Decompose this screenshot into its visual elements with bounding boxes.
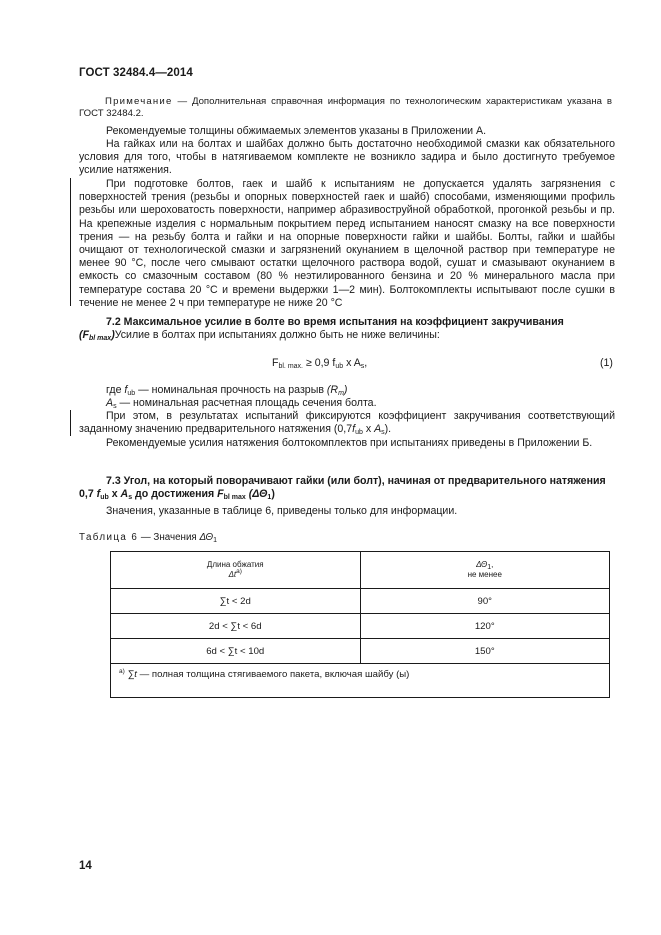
where-var-fub-sub: ub	[127, 390, 136, 397]
section-7-2-var	[79, 329, 115, 341]
section-7-2-title: 7.2 Максимальное усилие в болте во время испытания на коэффициент закручивания	[106, 316, 564, 328]
cell-length: 2d < ∑t < 6d	[111, 614, 361, 639]
caption-sub: 1	[213, 537, 218, 544]
cell-angle: 90°	[360, 589, 610, 614]
var-close: )	[111, 329, 115, 342]
title-var-fbl-sub: bl max	[223, 494, 246, 502]
where-line-2	[79, 397, 615, 410]
paragraph-lubrication: На гайках или на болтах и шайбах должно быть достаточно необходимой смазки как обязательного условия для того, чтобы в натягиваемом комплекте не возникло задира и было достигнуто требуемое усилие натяжения.	[79, 138, 615, 177]
title-var-f-sub: ub	[100, 494, 109, 502]
var-sub: bl max	[89, 335, 112, 343]
title-x: x	[108, 488, 121, 501]
section-7-3-title: 7.3 Угол, на который поворачивают гайки (или болт), начиная от предварительного натяжения 0,7	[79, 475, 606, 501]
results-x: x	[362, 423, 375, 436]
cell-angle: 150°	[360, 639, 610, 664]
formula-1	[272, 357, 367, 369]
table-header-row	[111, 552, 610, 589]
title-var-a: A	[120, 488, 129, 501]
cell-length: ∑t < 2d	[111, 589, 361, 614]
note-text: — Дополнительная справочная информация по технологическим характеристикам указана в ГОСТ 32484.2.	[79, 96, 612, 119]
where-var-as: A	[106, 397, 114, 409]
section-7-2-heading	[79, 316, 615, 343]
rm-sub: m	[338, 390, 344, 397]
table-caption	[79, 532, 217, 543]
where-text-1: — номинальная прочность на разрыв	[135, 384, 327, 396]
document-header: ГОСТ 32484.4—2014	[79, 67, 193, 79]
note	[79, 96, 612, 120]
where-var-as-sub: s	[113, 403, 117, 410]
caption-label: Таблица 6	[79, 532, 139, 543]
title-close: )	[271, 488, 275, 501]
results-var-a-sub: s	[381, 429, 385, 437]
where-var-fub: f	[124, 384, 128, 396]
table-6	[110, 551, 610, 698]
rm-open: (R	[326, 384, 339, 396]
page-number: 14	[79, 860, 92, 872]
table-row	[111, 614, 610, 639]
col1-line2: Δt	[228, 570, 237, 579]
where-var-rm	[327, 384, 348, 396]
cell-angle: 120°	[360, 614, 610, 639]
formula-lhs-sub: bl. max.	[278, 363, 303, 370]
paragraph-results	[79, 410, 615, 436]
col-header-angle	[360, 552, 610, 589]
col2-sub: 1	[487, 563, 492, 571]
results-text: При этом, в результатах испытаний фиксируются коэффициент закручивания соответствующий заданному значению предварительного натяжения (0,7	[79, 410, 615, 436]
where-text-2: — номинальная расчетная площадь сечения болта.	[116, 397, 377, 409]
section-7-3-heading	[79, 475, 615, 502]
where-prefix: где	[106, 384, 125, 396]
formula-x: x A	[343, 357, 361, 369]
var-open: (F	[79, 329, 89, 342]
results-var-a: A	[374, 423, 382, 436]
col1-sup: a)	[236, 568, 242, 575]
paragraph-recommend: Рекомендуемые усилия натяжения болтокомплектов при испытаниях приведены в Приложении Б.	[106, 437, 593, 449]
col2-line2: не менее	[467, 570, 502, 579]
results-var-f: f	[352, 423, 356, 436]
formula-mid: ≥ 0,9 f	[303, 357, 336, 369]
section-7-2-tail: Усилие в болтах при испытаниях должно быть не ниже величины:	[114, 329, 440, 342]
title-var-a-sub: s	[128, 494, 133, 502]
formula-mid-sub: ub	[335, 363, 344, 370]
equation-number: (1)	[600, 357, 613, 369]
paragraph-info: Значения, указанные в таблице 6, приведены только для информации.	[106, 505, 458, 517]
footnote-mark: a)	[119, 668, 125, 675]
where-line-1	[79, 384, 615, 397]
col-header-length	[111, 552, 361, 589]
caption-var: ΔΘ	[199, 532, 214, 543]
paragraph-thickness: Рекомендуемые толщины обжимаемых элементов указаны в Приложении А.	[106, 125, 487, 137]
title-var-f: f	[96, 488, 101, 501]
title-text-b: до достижения	[132, 488, 218, 501]
table-footnote-row	[111, 664, 610, 698]
table-row	[111, 589, 610, 614]
paragraph-preparation: При подготовке болтов, гаек и шайб к испытаниям не допускается удалять загрязнения с поверхностей трения (резьбы и опорных поверхностей гаек и шайб) способами, изменяющими профиль резьбы или шероховатость поверхности, например абразивоструйной обработкой, прогонкой резьбы и пр. На крепежные изделия с нормальным покрытием перед испытанием наносят смазку на все поверхности трения — на резьбу болта и гайки и на опорные поверхности гайки и шайбы. Болты, гайки и шайбы очищают от технологической смазки и загрязнений окунанием в щелочной раствор при температуре не менее 90 °С, после чего смывают остатки щелочного раствора водой, сушат и смазывают окунанием в емкость со смазочным составом (80 % неэтилированного бензина и 20 % минерального масла при температуре состава 20 °С и времени выдержки 1—2 мин). Болтокомплекты испытывают после сушки в течение не менее 2 ч при температуре не ниже 20 °С	[79, 178, 615, 309]
table-footnote	[111, 664, 610, 698]
formula-lhs: F	[272, 357, 279, 369]
title-var-theta: (ΔΘ	[245, 488, 268, 501]
cell-length: 6d < ∑t < 10d	[111, 639, 361, 664]
col1-line1: Длина обжатия	[206, 559, 264, 569]
col2-comma: ,	[491, 559, 494, 569]
caption-text: — Значения	[138, 532, 200, 543]
footnote-text: — полная толщина стягиваемого пакета, включая шайбу (ы)	[136, 669, 410, 680]
title-var-theta-sub: 1	[267, 494, 272, 502]
change-bar	[70, 178, 71, 306]
table-row	[111, 639, 610, 664]
rm-close: )	[343, 384, 348, 396]
title-var-fbl: F	[217, 488, 224, 501]
change-bar	[70, 410, 71, 436]
footnote-sym: ∑t	[124, 669, 137, 680]
formula-x-sub: s	[360, 363, 365, 370]
results-end: ).	[384, 423, 392, 436]
results-var-f-sub: ub	[355, 429, 363, 437]
col2-line1: ΔΘ	[476, 559, 488, 569]
note-label: Примечание	[105, 96, 173, 107]
formula-end: ,	[364, 357, 368, 369]
